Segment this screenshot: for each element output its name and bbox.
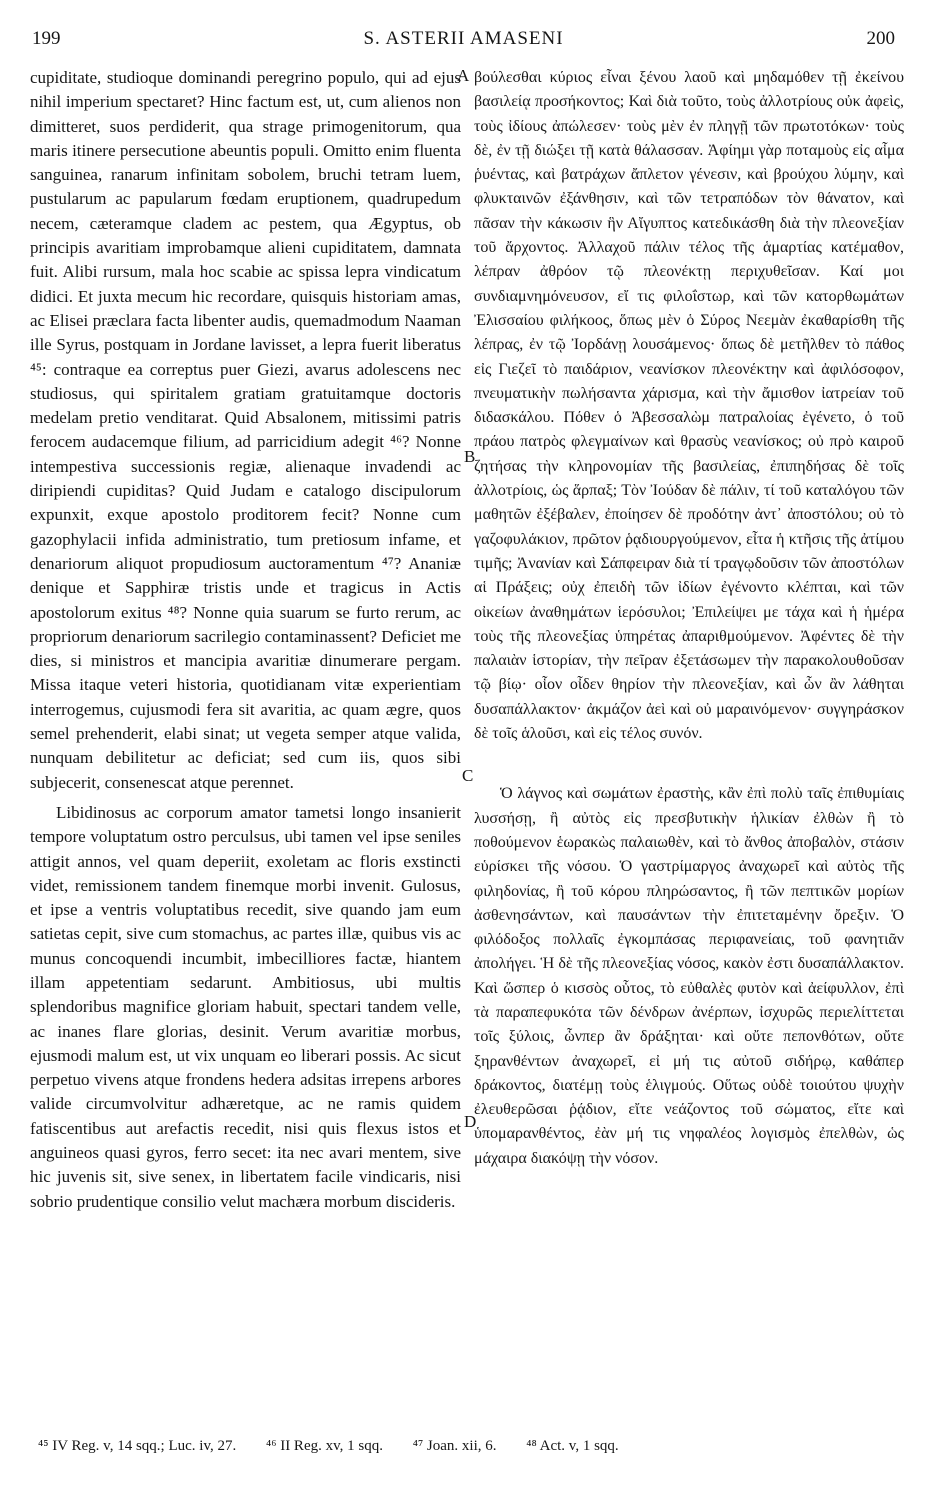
greek-paragraph-1: βούλεσθαι κύριος εἶναι ξένου λαοῦ καὶ μηδαμόθεν τῇ ἐκείνου βασιλείᾳ προσήκοντος; Καὶ διὰ τοῦτο, τοὺς ἀλλοτρίους οὐκ ἀφεὶς, τοὺς ἰδίους ἀπώλεσεν· τοὺς μὲν ἐν πληγῇ τῶν πρωτοτόκων· τοὺς δὲ, ἐν τῇ διώξει τῇ κατὰ θάλασσαν. Ἀφίημι γὰρ ποταμοὺς εἰς αἷμα ῥυέντας, καὶ βατράχων ἄπλετον γένεσιν, καὶ βρούχου λύμην, καὶ φλυκταινῶν ἐξάνθησιν, καὶ τῶν τετραπόδων τὸν θάνατον, καὶ πᾶσαν τὴν κάκωσιν ἣν Αἴγυπτος κατεδικάσθη διὰ τὴν πλεονεξίαν τοῦ ἄρχοντος. Ἀλλαχοῦ πάλιν τέλος τῆς ἁμαρτίας κατέμαθον, λέπραν ἀθρόον τῷ πλεονέκτῃ περιχυθεῖσαν. Καί μοι συνδιαμνημόνευσον, εἴ τις φιλοΐστωρ, καὶ τῶν κατορθωμάτων Ἐλισσαίου φιλήκοος, ὅπως μὲν ὁ Σύρος Νεεμὰν ἐκαθαρίσθη τῆς λέπρας, ἐν τῷ Ἰορδάνῃ λουσάμενος· ὅπως δὲ μετῆλθεν τὸ πάθος εἰς Γιεζεῖ τὸ παιδάριον, νεανίσκον πλεονέκτην καὶ ἀφιλόσοφον, πνευματικὴν πωλήσαντα χάρισμα, καὶ τὴν ἄμισθον ἰατρείαν τοῦ διδασκάλου. Πόθεν ὁ Ἀβεσσαλὼμ πατραλοίας ἐγένετο, ὁ τοῦ πράου πατρὸς φλεγμαίνων καὶ θρασὺς νεανίσκος; οὐ πρὸ καιροῦ ζητήσας τὴν κληρονομίαν τῆς βασιλείας, ἐπιπηδήσας δὲ τοῖς ἀλλοτρίοις, ὡς ἅρπαξ; Τὸν Ἰούδαν δὲ πάλιν, τί τοῦ καταλόγου τῶν μαθητῶν ἐξέβαλεν, ἐποίησεν δὲ προδότην ἀντ᾽ ἀποστόλου; οὐ τὸ γαζοφυλάκιον, πρῶτον ῥᾳδιουργούμενον, εἶτα ἡ κτῆσις τῆς ἀτίμου τιμῆς; Ἀνανίαν καὶ Σάπφειραν διὰ τί τραγῳδοῦσιν τῶν ἀποστόλων αἱ Πράξεις; οὐχ ἐπειδὴ τῶν ἰδίων ἐγένοντο κλέπται, καὶ τῶν οἰκείων ἀναθημάτων ἱερόσυλοι; Ἐπιλείψει με τάχα καὶ ἡ ἡμέρα τοὺς τῆς πλεονεξίας ὑπηρέτας ἀπαριθμούμενον. Ἀφέντες δὲ τὴν παλαιὰν ἱστορίαν, τὴν πεῖραν ἐξετάσωμεν τὴν παρακολουθοῦσαν τῷ βίῳ· οἷον οἶδεν θηρίον τὴν πλεονεξίαν, καὶ ὧν ἂν λάθηται δυσαπάλλακτον· ἀκμάζον ἀεὶ καὶ οὐ μαραινόμενον· συγγηράσκον δὲ τοῖς ἁλοῦσι, καὶ εἰς τέλος συνόν.: [474, 69, 904, 743]
footnotes: [38, 1438, 898, 1455]
margin-mark-b: B: [464, 447, 476, 466]
latin-column: [30, 66, 461, 1214]
margin-mark-d: D: [464, 1112, 477, 1131]
latin-paragraph-2: Libidinosus ac corporum amator tametsi longo insanierit tempore voluptatum ostro perculsus, ubi tamen vel ipse seniles attigit annos, vel quam deperiit, exoletam ac floris exstincti videt, remissionem tandem finemque morbi invenit. Gulosus, et ipse a ventris voluptatibus recedit, sive quando jam eum satietas cepit, sive cum stomachus, ac partes illæ, quibus vis ac munus concoquendi incumbit, imbecilliores factæ, hiantem illam appetentiam sedarunt. Ambitiosus, ubi multis splendoribus magnifice gloriam habuit, spectari tandem velle, ac inanes flare glorias, desinit. Verum avaritiæ morbus, ejusmodi malum est, ut vix unquam eo liberari possis. Ac sicut perpetuo vivens atque frondens hedera adsitas irrepens arbores valide circumvolvitur adhæretque, ac ne ramis quidem fatiscentibus aut arefactis recedit, nisi quis flexus istos et anguineos quasi gyros, ferro secet: ita nec avari mentem, sive hic juvenis sit, sive senex, in libertatem facile vindicaris, nisi sobrio prudentique consilio velut machæra morbum discideris.: [30, 802, 461, 1211]
running-header: [28, 28, 899, 54]
footnote-47: ⁴⁷ Joan. xii, 6.: [412, 1438, 497, 1454]
latin-paragraph-1: cupiditate, studioque dominandi peregrino populo, qui ad ejus nihil imperium spectaret? Hinc factum est, ut, cum alienos non dimitteret, suos perdiderit, qua strage primogenitorum, qua maris itinere persecutione abeuntis populi. Omitto enim fluenta sanguinea, ranarum infinitam sobolem, bruchi tetram luem, pustularum ac papularum fœdam eruptionem, quadrupedum necem, cæteramque cladem ac pestem, qua Ægyptus, ob principis avaritiam improbamque alieni cupiditatem, damnata fuit. Alibi rursum, mala hoc scabie ac spissa lepra vindicatum didici. Et juxta mecum hic recordare, quisquis historiam amas, ac Elisei præclara facta libenter audis, quemadmodum Naaman ille Syrus, postquam in Jordane lavisset, a lepra fuerit liberatus ⁴⁵: contraque ea correptus puer Giezi, avarus adolescens nec studiosus, qui spiritalem gratiam gratuitamque doctoris medelam pretio venditarat. Quid Absalonem, mitissimi patris ferocem audacemque filium, ad parricidium adegit ⁴⁶? Nonne intempestiva successionis regiæ, alienaque invadendi ac diripiendi cupiditas? Quid Judam e catalogo discipulorum expunxit, exque apostolo proditorem fecit? Nonne cum gazophylacii infida administratio, tum pretiosum infame, et denariorum aliquot propudiosum auctoramentum ⁴⁷? Ananiæ denique et Sapphiræ tristis unde et tragicus in Actis apostolorum exitus ⁴⁸? Nonne quia suarum se furto rerum, ac propriorum denariorum sacrilegio contaminassent? Deficiet me dies, si ministros et mancipia avaritiæ dinumerare pergam. Missa itaque veteri historia, quotidianam vitæ experientiam interrogemus, cujusmodi fera sit avaritia, ac quam ægre, quos semel prehenderit, elabi sinat; ut vegeta semper atque valida, nunquam debilitetur ac deficiat; sed cum iis, quos sibi subjecerit, consenescat atque perennet.: [30, 68, 461, 792]
footnote-45: ⁴⁵ IV Reg. v, 14 sqq.; Luc. iv, 27.: [38, 1438, 237, 1454]
footnote-46: ⁴⁶ II Reg. xv, 1 sqq.: [265, 1438, 383, 1454]
greek-paragraph-2: Ὁ λάγνος καὶ σωμάτων ἐραστὴς, κἂν ἐπὶ πολὺ ταῖς ἐπιθυμίαις λυσσήσῃ, ἢ αὐτὸς εἰς πρεσβυτικὴν ἡλικίαν ἐλθὼν ἢ τὸ ποθούμενον ἑωρακὼς παλαιωθὲν, καὶ τὸ ἄνθος ἀποβαλὸν, στάσιν εὑρίσκει τῆς νόσου. Ὁ γαστρίμαργος ἀναχωρεῖ καὶ αὐτὸς τῆς φιληδονίας, ἢ τοῦ κόρου πληρώσαντος, ἢ τῶν πεπτικῶν μορίων ἀσθενησάντων, καὶ παυσάντων τὴν ἐπιτεταμένην ὄρεξιν. Ὁ φιλόδοξος πολλαῖς ἐγκομπάσας περιφανείαις, τοῦ φανητιᾶν ἀπολήγει. Ἡ δὲ τῆς πλεονεξίας νόσος, κακὸν ἐστι δυσαπάλλακτον. Καὶ ὥσπερ ὁ κισσὸς οὗτος, τὸ εὐθαλὲς φυτὸν καὶ ἀείφυλλον, ἐπὶ τὰ παραπεφυκότα τῶν δένδρων ἀνέρπων, ἰσχυρῶς περιελίττεται τοῖς ξύλοις, ὧνπερ ἂν δράξηται· καὶ οὔτε πεπονθότων, οὔτε ξηρανθέντων ἀναχωρεῖ, εἰ μή τις αὐτοῦ σιδήρῳ, καθάπερ δράκοντος, διατέμῃ τοὺς ἑλιγμούς. Οὕτως οὐδὲ τοιούτου ψυχὴν ἐλευθερῶσαι ῥᾴδιον, εἴτε νεάζοντος τοῦ σώματος, εἴτε καὶ ὑπομαρανθέντος, ἐὰν μή τις νηφαλέος λογισμὸς ἐπελθὼν, ὡς μάχαιρα διακόψῃ τὴν νόσον.: [474, 785, 904, 1167]
margin-mark-a: A: [457, 66, 470, 85]
page-number-left: 199: [32, 28, 61, 49]
footnote-48: ⁴⁸ Act. v, 1 sqq.: [526, 1438, 619, 1454]
margin-mark-c: C: [462, 766, 474, 785]
page-number-right: 200: [866, 28, 895, 49]
running-title: S. ASTERII AMASENI: [363, 28, 564, 49]
greek-column: [474, 66, 904, 1171]
